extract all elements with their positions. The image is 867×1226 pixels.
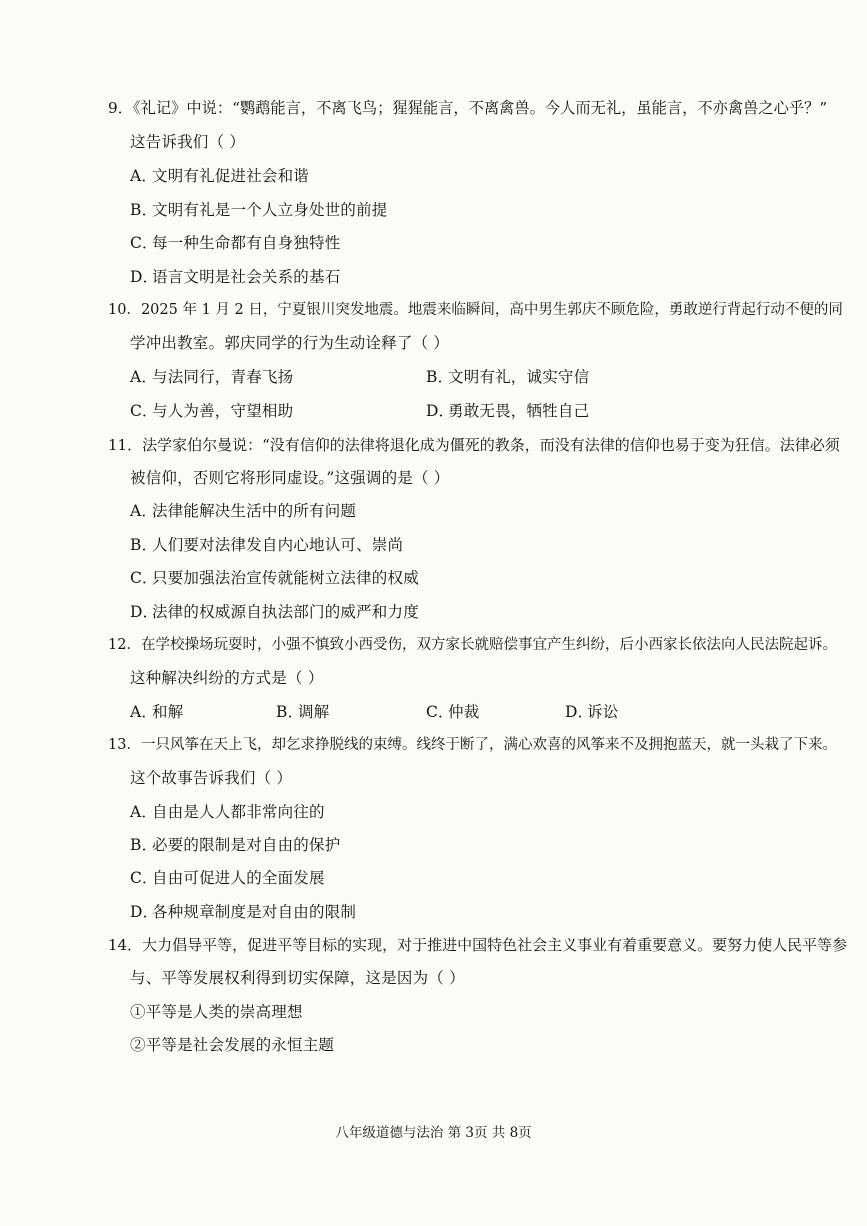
option-text: 法律的权威源自执法部门的威严和力度: [152, 603, 419, 621]
question-13-option-b: [130, 835, 340, 855]
option-key: B．: [130, 536, 158, 554]
option-text: 自由可促进人的全面发展: [152, 869, 325, 887]
option-key: D．: [130, 603, 159, 621]
option-text: 自由是人人都非常向往的: [152, 803, 325, 821]
option-key: A．: [130, 502, 158, 520]
option-text: 只要加强法治宣传就能树立法律的权威: [152, 569, 419, 587]
question-11-stem-line2: 被信仰，否则它将形同虚设。”这强调的是（ ）: [130, 469, 450, 487]
question-13-stem-line2: 这个故事告诉我们（ ）: [130, 769, 293, 787]
option-text: 勇敢无畏，牺牲自己: [448, 402, 590, 420]
option-key: C．: [130, 402, 158, 420]
option-key: A．: [130, 368, 158, 386]
question-14-stem-line2: 与、平等发展权利得到切实保障，这是因为（ ）: [130, 969, 465, 987]
option-key: A．: [130, 703, 158, 721]
option-text: 语言文明是社会关系的基石: [152, 268, 341, 286]
option-text: 必要的限制是对自由的保护: [152, 836, 341, 854]
question-11-option-b: [130, 535, 403, 555]
question-14-item-2: ②平等是社会发展的永恒主题: [130, 1036, 335, 1054]
question-11-option-c: [130, 568, 419, 588]
option-key: D．: [130, 903, 159, 921]
question-13-stem-line1: 13．一只风筝在天上飞，却乞求挣脱线的束缚。线终于断了，满心欢喜的风筝来不及拥抱蓝天，就一头栽了下来。: [108, 737, 837, 753]
option-key: C．: [130, 569, 158, 587]
question-9-option-c: [130, 233, 340, 253]
option-key: D．: [565, 703, 594, 721]
question-13-option-a: [130, 802, 325, 822]
option-text: 诉讼: [587, 703, 619, 721]
option-text: 每一种生命都有自身独特性: [152, 234, 341, 252]
question-9-option-d: [130, 267, 340, 287]
question-12-option-b: [276, 702, 329, 722]
question-11-stem-line1: 11．法学家伯尔曼说：“没有信仰的法律将退化成为僵死的教条，而没有法律的信仰也易于变为狂信。法律必须: [108, 436, 840, 454]
question-10-option-c: [130, 401, 293, 421]
question-9-option-b: [130, 200, 388, 220]
option-text: 与人为善，守望相助: [152, 402, 294, 420]
question-10-stem-line1: 10．2025 年 1 月 2 日，宁夏银川突发地震。地震来临瞬间，高中男生郭庆不顾危险，勇敢逆行背起行动不便的同: [108, 302, 843, 318]
question-14-item-1: ①平等是人类的崇高理想: [130, 1003, 303, 1021]
question-12-option-a: [130, 702, 183, 722]
option-key: C．: [426, 703, 454, 721]
option-key: B．: [276, 703, 304, 721]
option-key: C．: [130, 869, 158, 887]
question-10-option-d: [426, 401, 589, 421]
question-10-stem-line2: 学冲出教室。郭庆同学的行为生动诠释了（ ）: [130, 334, 450, 352]
option-text: 调解: [298, 703, 330, 721]
question-12-option-c: [426, 702, 479, 722]
option-text: 和解: [152, 703, 184, 721]
option-key: A．: [130, 803, 158, 821]
option-text: 与法同行，青春飞扬: [152, 368, 294, 386]
question-14-stem-line1: 14．大力倡导平等，促进平等目标的实现，对于推进中国特色社会主义事业有着重要意义。要努力使人民平等参: [108, 936, 848, 954]
option-text: 法律能解决生活中的所有问题: [152, 502, 357, 520]
question-10-option-a: [130, 367, 293, 387]
option-text: 人们要对法律发自内心地认可、崇尚: [152, 536, 404, 554]
option-text: 各种规章制度是对自由的限制: [152, 903, 357, 921]
option-key: D．: [130, 268, 159, 286]
option-key: C．: [130, 234, 158, 252]
option-text: 文明有礼促进社会和谐: [152, 167, 310, 185]
option-text: 文明有礼，诚实守信: [448, 368, 590, 386]
option-text: 文明有礼是一个人立身处世的前提: [152, 201, 388, 219]
page-footer: 八年级道德与法治 第 3页 共 8页: [335, 1125, 532, 1141]
question-9-option-a: [130, 166, 309, 186]
question-13-option-c: [130, 868, 325, 888]
question-10-option-b: [426, 367, 589, 387]
question-11-option-d: [130, 602, 419, 622]
question-9-stem-line2: 这告诉我们（ ）: [130, 133, 246, 151]
option-key: A．: [130, 167, 158, 185]
question-9-stem-line1: 9．《礼记》中说：“鹦鹉能言，不离飞鸟；猩猩能言，不离禽兽。今人而无礼，虽能言，不亦禽兽之心乎？”: [108, 99, 828, 117]
option-text: 仲裁: [448, 703, 480, 721]
option-key: D．: [426, 402, 455, 420]
question-13-option-d: [130, 902, 356, 922]
question-11-option-a: [130, 501, 356, 521]
question-12-stem-line1: 12．在学校操场玩耍时，小强不慎致小西受伤，双方家长就赔偿事宜产生纠纷，后小西家长依法向人民法院起诉。: [108, 637, 837, 653]
question-12-option-d: [565, 702, 618, 722]
option-key: B．: [426, 368, 454, 386]
option-key: B．: [130, 836, 158, 854]
question-12-stem-line2: 这种解决纠纷的方式是（ ）: [130, 669, 324, 687]
option-key: B．: [130, 201, 158, 219]
